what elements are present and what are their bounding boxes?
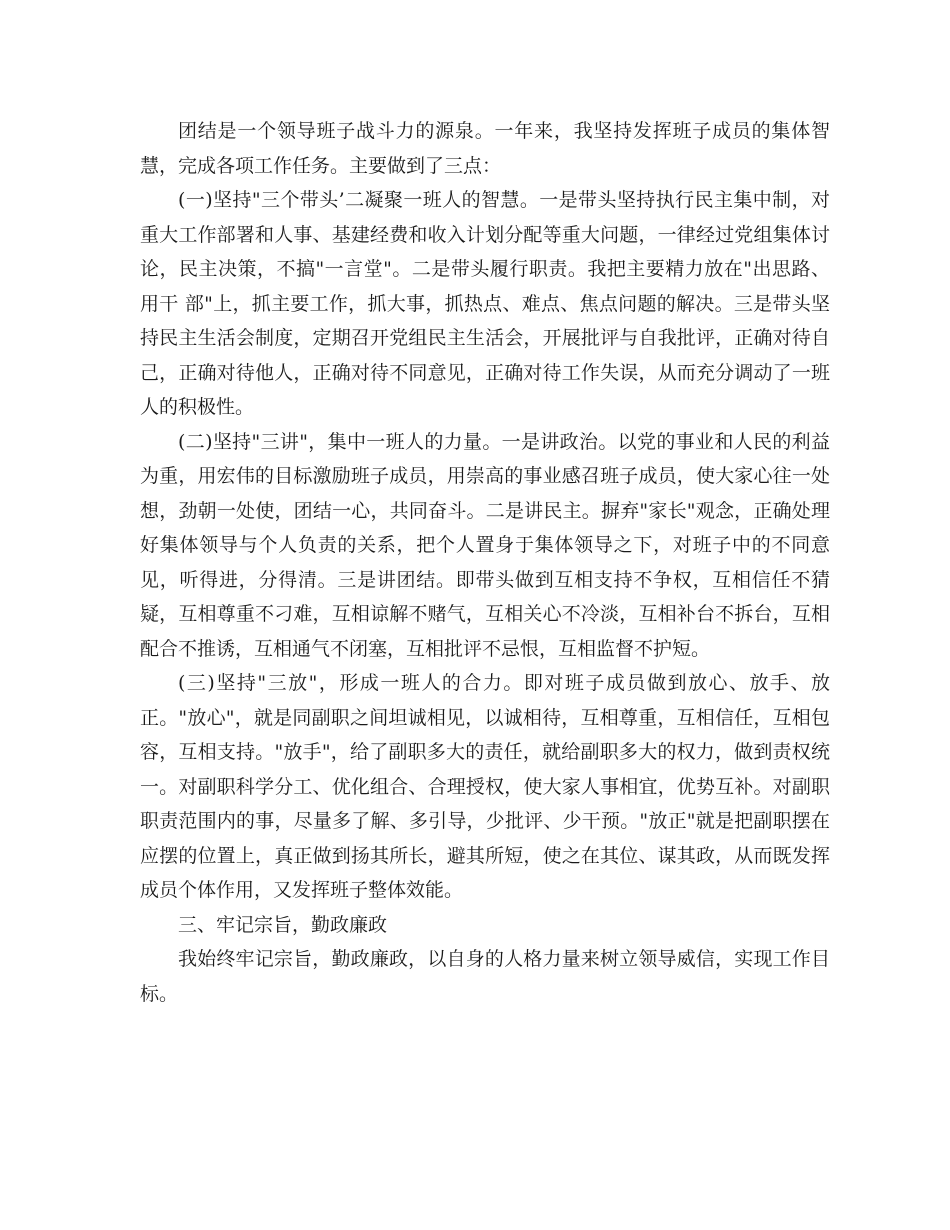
paragraph-unity-intro: 团结是一个领导班子战斗力的源泉。一年来，我坚持发挥班子成员的集体智慧，完成各项工作任务。主要做到了三点：: [140, 120, 830, 177]
paragraph-three-releases: (三)坚持"三放"，形成一班人的合力。即对班子成员做到放心、放手、放正。"放心"，就是同副职之间坦诚相见，以诚相待，互相尊重，互相信任，互相包容，互相支持。"放手"，给了副职多大的责任，就给副职多大的权力，做到责权统一。对副职科学分工、优化组合、合理授权，使大家人事相宜，优势互补。对副职职责范围内的事，尽量多了解、多引导，少批评、少干预。"放正"就是把副职摆在应摆的位置上，真正做到扬其所长，避其所短，使之在其位、谋其政，从而既发挥成员个体作用，又发挥班子整体效能。: [140, 672, 830, 901]
document-body: [140, 114, 830, 1011]
paragraph-three-leads: (一)坚持"三个带头’二凝聚一班人的智慧。一是带头坚持执行民主集中制，对重大工作部署和人事、基建经费和收入计划分配等重大问题，一律经过党组集体讨论，民主决策，不搞"一言堂"。二是带头履行职责。我把主要精力放在"出思路、用干 部"上，抓主要工作，抓大事，抓热点、难点、焦点问题的解决。三是带头坚持民主生活会制度，定期召开党组民主生活会，开展批评与自我批评，正确对待自己，正确对待他人，正确对待不同意见，正确对待工作失误，从而充分调动了一班人的积极性。: [140, 189, 830, 418]
paragraph-integrity: 我始终牢记宗旨，勤政廉政，以自身的人格力量来树立领导威信，实现工作目标。: [140, 948, 830, 1005]
paragraph-three-talks: (二)坚持"三讲"，集中一班人的力量。一是讲政治。以党的事业和人民的利益为重，用宏伟的目标激励班子成员，用崇高的事业感召班子成员，使大家心往一处想，劲朝一处使，团结一心，共同奋斗。二是讲民主。摒弃"家长"观念，正确处理好集体领导与个人负责的关系，把个人置身于集体领导之下，对班子中的不同意见，听得进，分得清。三是讲团结。即带头做到互相支持不争权，互相信任不猜疑，互相尊重不刁难，互相谅解不赌气，互相关心不冷淡，互相补台不拆台，互相配合不推诱，互相通气不闭塞，互相批评不忌恨，互相监督不护短。: [140, 430, 830, 660]
section-heading-three: 三、牢记宗旨，勤政廉政: [178, 913, 388, 936]
